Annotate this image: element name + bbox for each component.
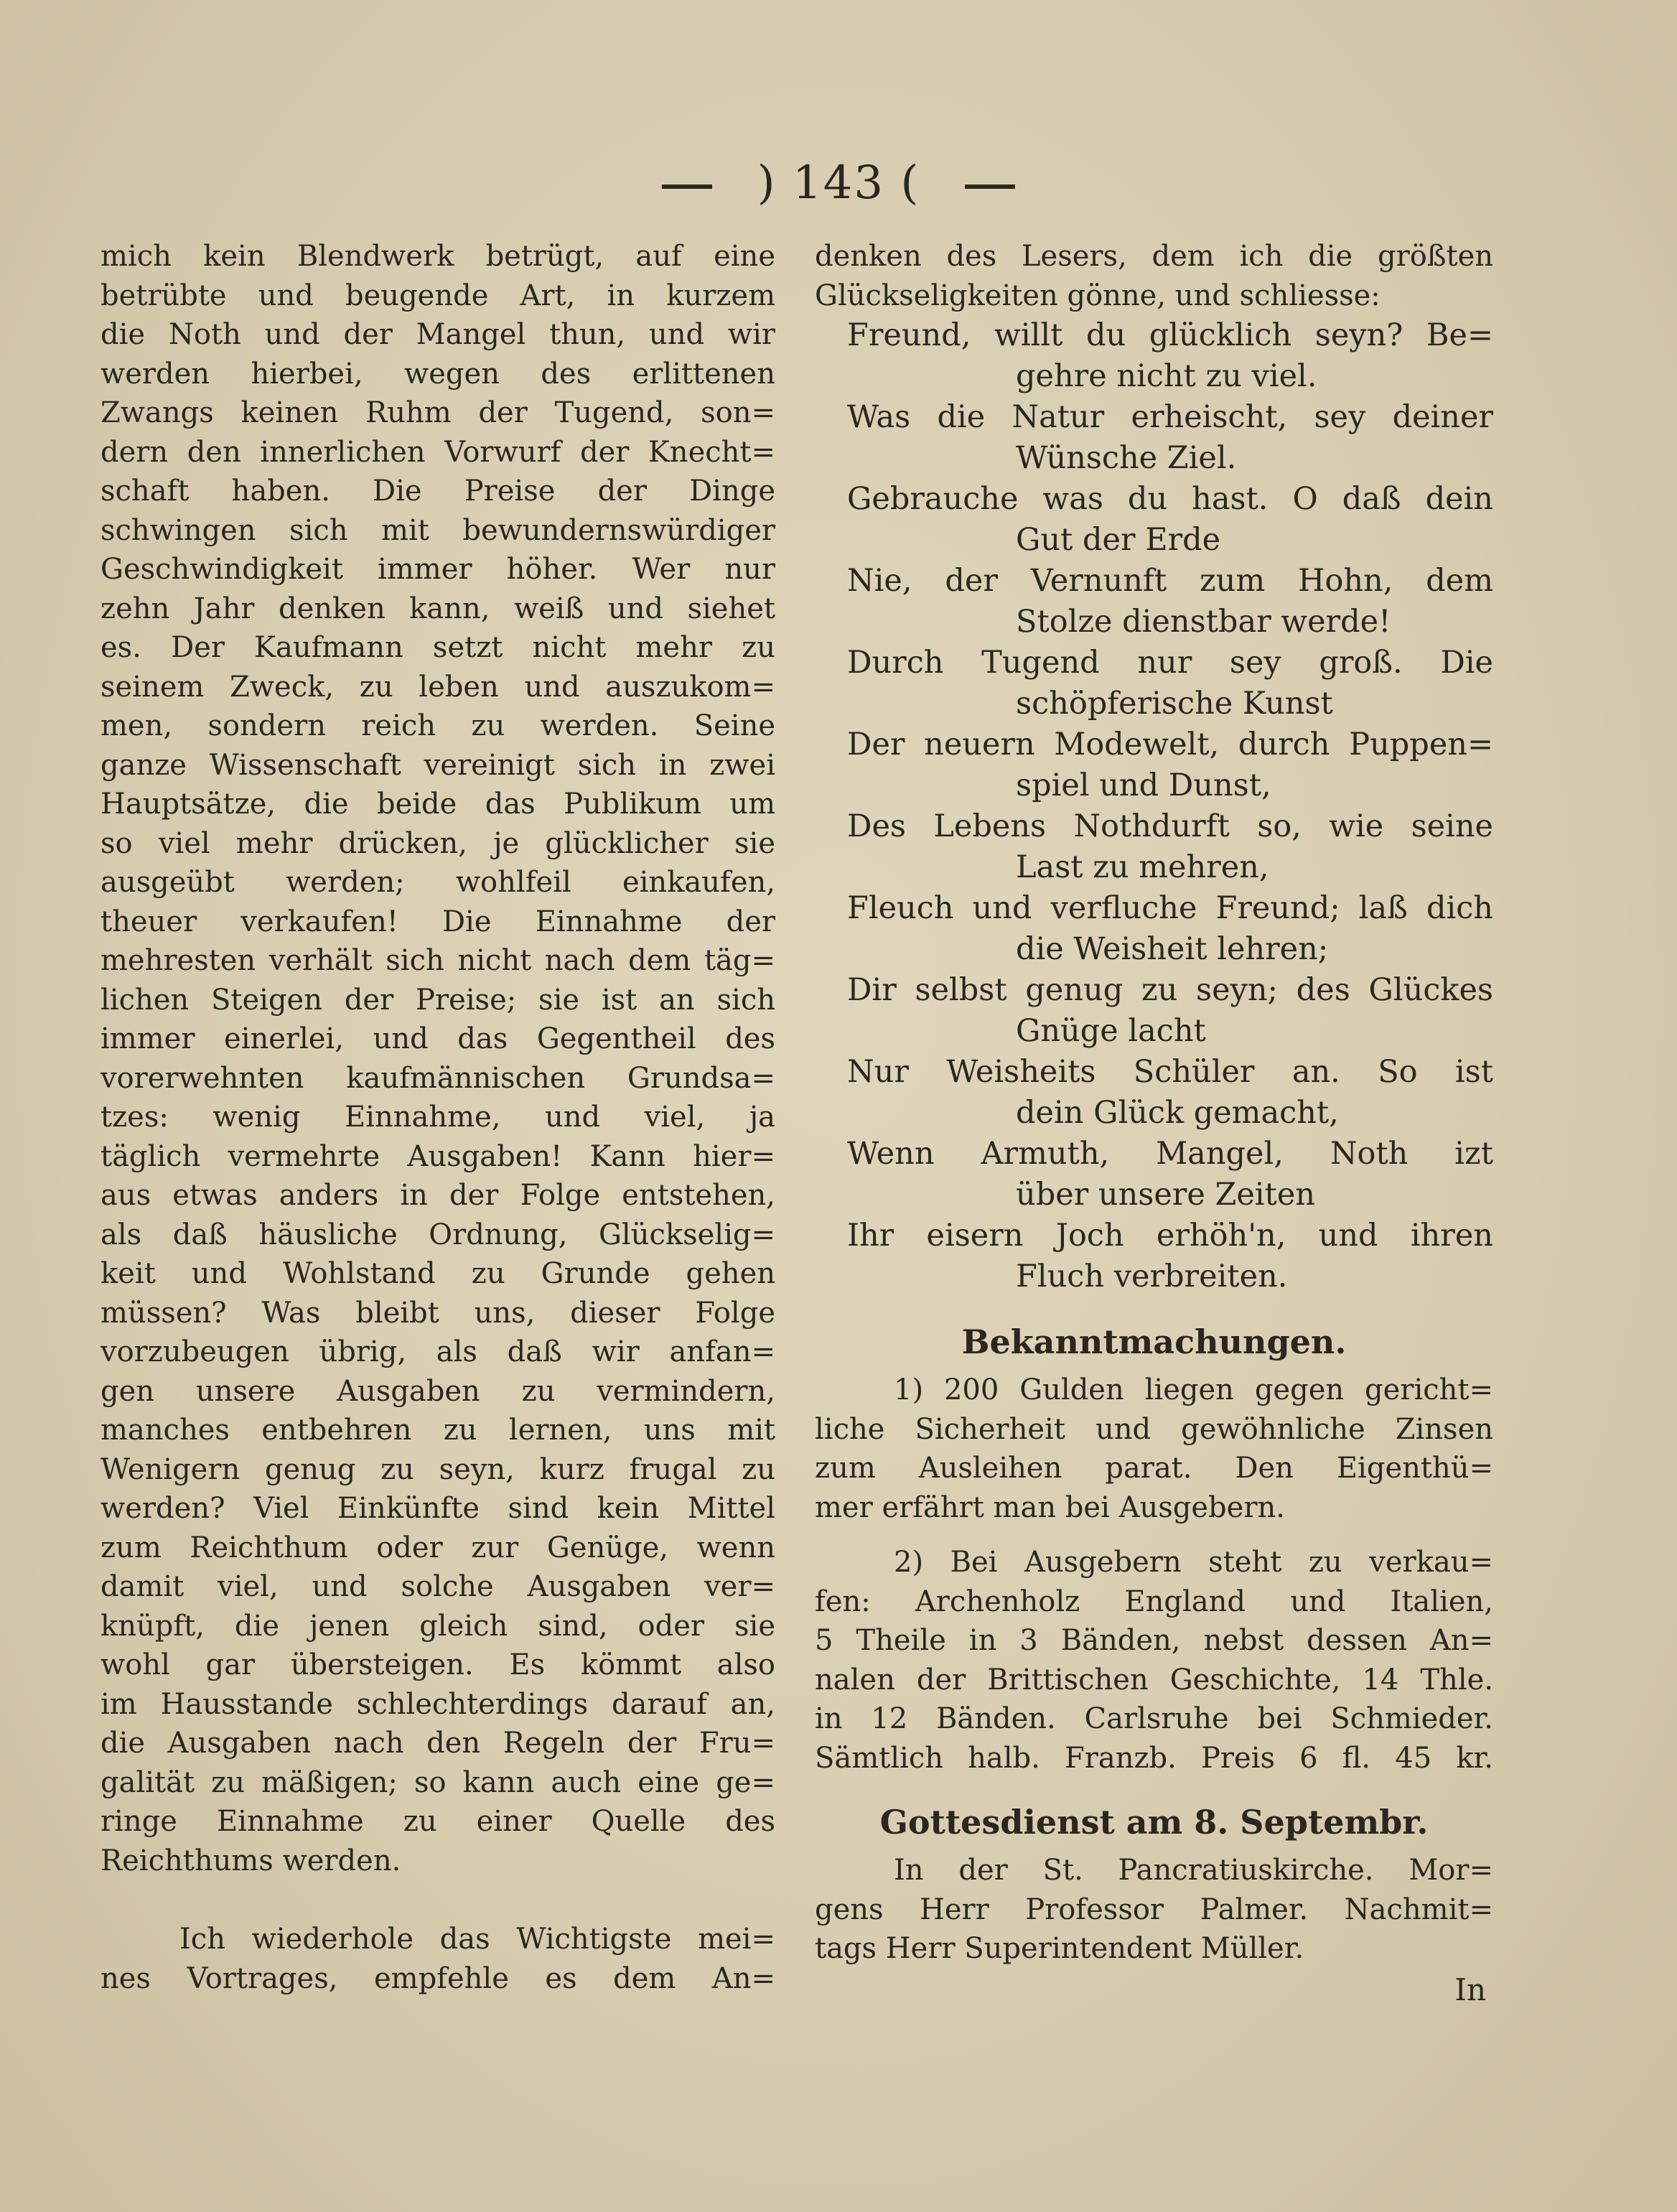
text-line: betrübte und beugende Art, in kurzem xyxy=(101,279,775,312)
text-line: fen: Archenholz England und Italien, xyxy=(815,1585,1493,1618)
text-line: als daß häusliche Ordnung, Glückselig= xyxy=(101,1218,775,1251)
verse-line: Durch Tugend nur sey groß. Die xyxy=(847,645,1493,681)
text-line: tzes: wenig Einnahme, und viel, ja xyxy=(101,1101,775,1134)
text-line: wohl gar übersteigen. Es kömmt also xyxy=(101,1648,775,1681)
text-line: 1) 200 Gulden liegen gegen gericht= xyxy=(894,1373,1493,1406)
verse-couplet xyxy=(815,970,1493,1052)
text-line: es. Der Kaufmann setzt nicht mehr zu xyxy=(101,631,775,664)
text-line: ringe Einnahme zu einer Quelle des xyxy=(101,1805,775,1838)
text-line: werden hierbei, wegen des erlittenen xyxy=(101,357,775,391)
text-line: gens Herr Professor Palmer. Nachmit= xyxy=(815,1893,1493,1926)
text-line: ganze Wissenschaft vereinigt sich in zwei xyxy=(101,748,775,782)
paragraph-gap xyxy=(101,1880,775,1920)
right-intro xyxy=(815,237,1493,315)
header-dash-left xyxy=(662,185,712,189)
text-line: zehn Jahr denken kann, weiß und siehet xyxy=(101,592,775,625)
left-column xyxy=(101,237,775,1998)
text-line: so viel mehr drücken, je glücklicher sie xyxy=(101,826,775,860)
header-dash-right xyxy=(965,185,1015,189)
verse-line: Wenn Armuth, Mangel, Noth izt xyxy=(847,1136,1493,1172)
poem xyxy=(815,315,1493,1297)
text-line: zum Ausleihen parat. Den Eigenthü= xyxy=(815,1452,1493,1485)
service-notice xyxy=(815,1851,1493,1969)
left-paragraph-2 xyxy=(101,1920,775,1998)
verse-continuation: Gnüge lacht xyxy=(1016,1013,1206,1049)
verse-couplet xyxy=(815,1052,1493,1134)
verse-continuation: dein Glück gemacht, xyxy=(1016,1095,1339,1131)
text-line: nalen der Brittischen Geschichte, 14 Thle. xyxy=(815,1663,1493,1697)
text-line: Glückseligkeiten gönne, und schliesse: xyxy=(815,279,1381,312)
text-line: 5 Theile in 3 Bänden, nebst dessen An= xyxy=(815,1624,1493,1657)
text-line: keit und Wohlstand zu Grunde gehen xyxy=(101,1257,775,1290)
text-line: schaft haben. Die Preise der Dinge xyxy=(101,475,775,508)
verse-continuation: die Weisheit lehren; xyxy=(1016,931,1329,967)
text-line: damit viel, und solche Ausgaben ver= xyxy=(101,1570,775,1603)
text-line: manches entbehren zu lernen, uns mit xyxy=(101,1414,775,1447)
verse-continuation: spiel und Dunst, xyxy=(1016,767,1271,803)
text-line: Wenigern genug zu seyn, kurz frugal zu xyxy=(101,1452,775,1486)
text-line: knüpft, die jenen gleich sind, oder sie xyxy=(101,1609,775,1643)
text-line: gen unsere Ausgaben zu vermindern, xyxy=(101,1374,775,1408)
section-gap xyxy=(815,1297,1493,1313)
text-line: immer einerlei, und das Gegentheil des xyxy=(101,1022,775,1055)
verse-continuation: Stolze dienstbar werde! xyxy=(1016,604,1391,640)
text-line: tags Herr Superintendent Müller. xyxy=(815,1932,1304,1965)
text-line: Zwangs keinen Ruhm der Tugend, son= xyxy=(101,396,775,429)
verse-couplet xyxy=(815,806,1493,888)
verse-continuation: Gut der Erde xyxy=(1016,522,1221,558)
text-line: die Noth und der Mangel thun, und wir xyxy=(101,318,775,351)
text-line: ausgeübt werden; wohlfeil einkaufen, xyxy=(101,866,775,899)
text-line: liche Sicherheit und gewöhnliche Zinsen xyxy=(815,1412,1493,1446)
verse-line: Nie, der Vernunft zum Hohn, dem xyxy=(847,563,1493,599)
text-line: galität zu mäßigen; so kann auch eine ge= xyxy=(101,1765,775,1799)
verse-continuation: Fluch verbreiten. xyxy=(1016,1259,1288,1294)
verse-couplet xyxy=(815,724,1493,806)
text-line: nes Vortrages, empfehle es dem An= xyxy=(101,1961,775,1995)
verse-couplet xyxy=(815,479,1493,561)
text-line: mehresten verhält sich nicht nach dem täg= xyxy=(101,944,775,977)
page-number-close: ( xyxy=(884,157,920,210)
text-line: mich kein Blendwerk betrügt, auf eine xyxy=(101,240,775,273)
text-line: In der St. Pancratiuskirche. Mor= xyxy=(894,1854,1493,1887)
text-line: vorzubeugen übrig, als daß wir anfan= xyxy=(101,1335,775,1368)
verse-couplet xyxy=(815,1134,1493,1215)
text-line: Hauptsätze, die beide das Publikum um xyxy=(101,788,775,821)
text-line: seinem Zweck, zu leben und auszukom= xyxy=(101,670,775,704)
verse-couplet xyxy=(815,1215,1493,1297)
text-line: aus etwas anders in der Folge entstehen, xyxy=(101,1179,775,1212)
verse-line: Ihr eisern Joch erhöh'n, und ihren xyxy=(847,1218,1493,1254)
verse-line: Nur Weisheits Schüler an. So ist xyxy=(847,1054,1493,1090)
section-gap xyxy=(815,1527,1493,1543)
verse-couplet xyxy=(815,888,1493,970)
verse-line: Des Lebens Nothdurft so, wie seine xyxy=(847,808,1493,844)
verse-line: Was die Natur erheischt, sey deiner xyxy=(847,399,1493,435)
left-paragraph-1 xyxy=(101,237,775,1880)
verse-couplet xyxy=(815,561,1493,643)
text-line: in 12 Bänden. Carlsruhe bei Schmieder. xyxy=(815,1702,1493,1735)
verse-couplet xyxy=(815,397,1493,479)
verse-line: Gebrauche was du hast. O daß dein xyxy=(847,481,1493,517)
announcements-heading: Bekanntmachungen. xyxy=(961,1322,1347,1361)
text-line: dern den innerlichen Vorwurf der Knecht= xyxy=(101,435,775,469)
text-line: denken des Lesers, dem ich die größten xyxy=(815,240,1493,273)
text-line: müssen? Was bleibt uns, dieser Folge xyxy=(101,1296,775,1330)
verse-continuation: schöpferische Kunst xyxy=(1016,686,1333,722)
catchword: In xyxy=(1454,1971,1486,2007)
text-line: theuer verkaufen! Die Einnahme der xyxy=(101,905,775,938)
text-line: 2) Bei Ausgebern steht zu verkau= xyxy=(894,1546,1493,1579)
verse-line: Der neuern Modewelt, durch Puppen= xyxy=(847,727,1493,762)
verse-line: Dir selbst genug zu seyn; des Glückes xyxy=(847,972,1493,1008)
text-line: zum Reichthum oder zur Genüge, wenn xyxy=(101,1531,775,1564)
announcement-1 xyxy=(815,1371,1493,1527)
verse-line: Freund, willt du glücklich seyn? Be= xyxy=(847,317,1493,353)
right-column xyxy=(815,237,1493,2012)
verse-couplet xyxy=(815,643,1493,724)
section-gap xyxy=(815,1778,1493,1793)
verse-line: Fleuch und verfluche Freund; laß dich xyxy=(847,890,1493,926)
verse-continuation: Wünsche Ziel. xyxy=(1016,440,1237,476)
text-line: mer erfährt man bei Ausgebern. xyxy=(815,1490,1285,1524)
service-heading: Gottesdienst am 8. Septembr. xyxy=(879,1803,1429,1842)
verse-continuation: über unsere Zeiten xyxy=(1016,1177,1315,1213)
page-header xyxy=(0,157,1677,210)
page-number: 143 xyxy=(792,157,885,210)
text-line: Sämtlich halb. Franzb. Preis 6 fl. 45 kr. xyxy=(815,1741,1493,1775)
verse-continuation: Last zu mehren, xyxy=(1016,849,1269,885)
text-line: men, sondern reich zu werden. Seine xyxy=(101,709,775,742)
text-line: lichen Steigen der Preise; sie ist an sich xyxy=(101,983,775,1017)
text-line: täglich vermehrte Ausgaben! Kann hier= xyxy=(101,1139,775,1173)
text-line: Ich wiederhole das Wichtigste mei= xyxy=(179,1923,775,1956)
verse-couplet xyxy=(815,315,1493,397)
page-number-open: ) xyxy=(757,157,793,210)
announcement-2 xyxy=(815,1543,1493,1778)
text-line: Reichthums werden. xyxy=(101,1844,401,1877)
text-line: Geschwindigkeit immer höher. Wer nur xyxy=(101,553,775,586)
text-line: werden? Viel Einkünfte sind kein Mittel xyxy=(101,1492,775,1525)
text-line: schwingen sich mit bewundernswürdiger xyxy=(101,513,775,547)
text-line: die Ausgaben nach den Regeln der Fru= xyxy=(101,1727,775,1760)
verse-continuation: gehre nicht zu viel. xyxy=(1016,358,1317,394)
text-line: vorerwehnten kaufmännischen Grundsa= xyxy=(101,1061,775,1095)
text-line: im Hausstande schlechterdings darauf an, xyxy=(101,1687,775,1721)
